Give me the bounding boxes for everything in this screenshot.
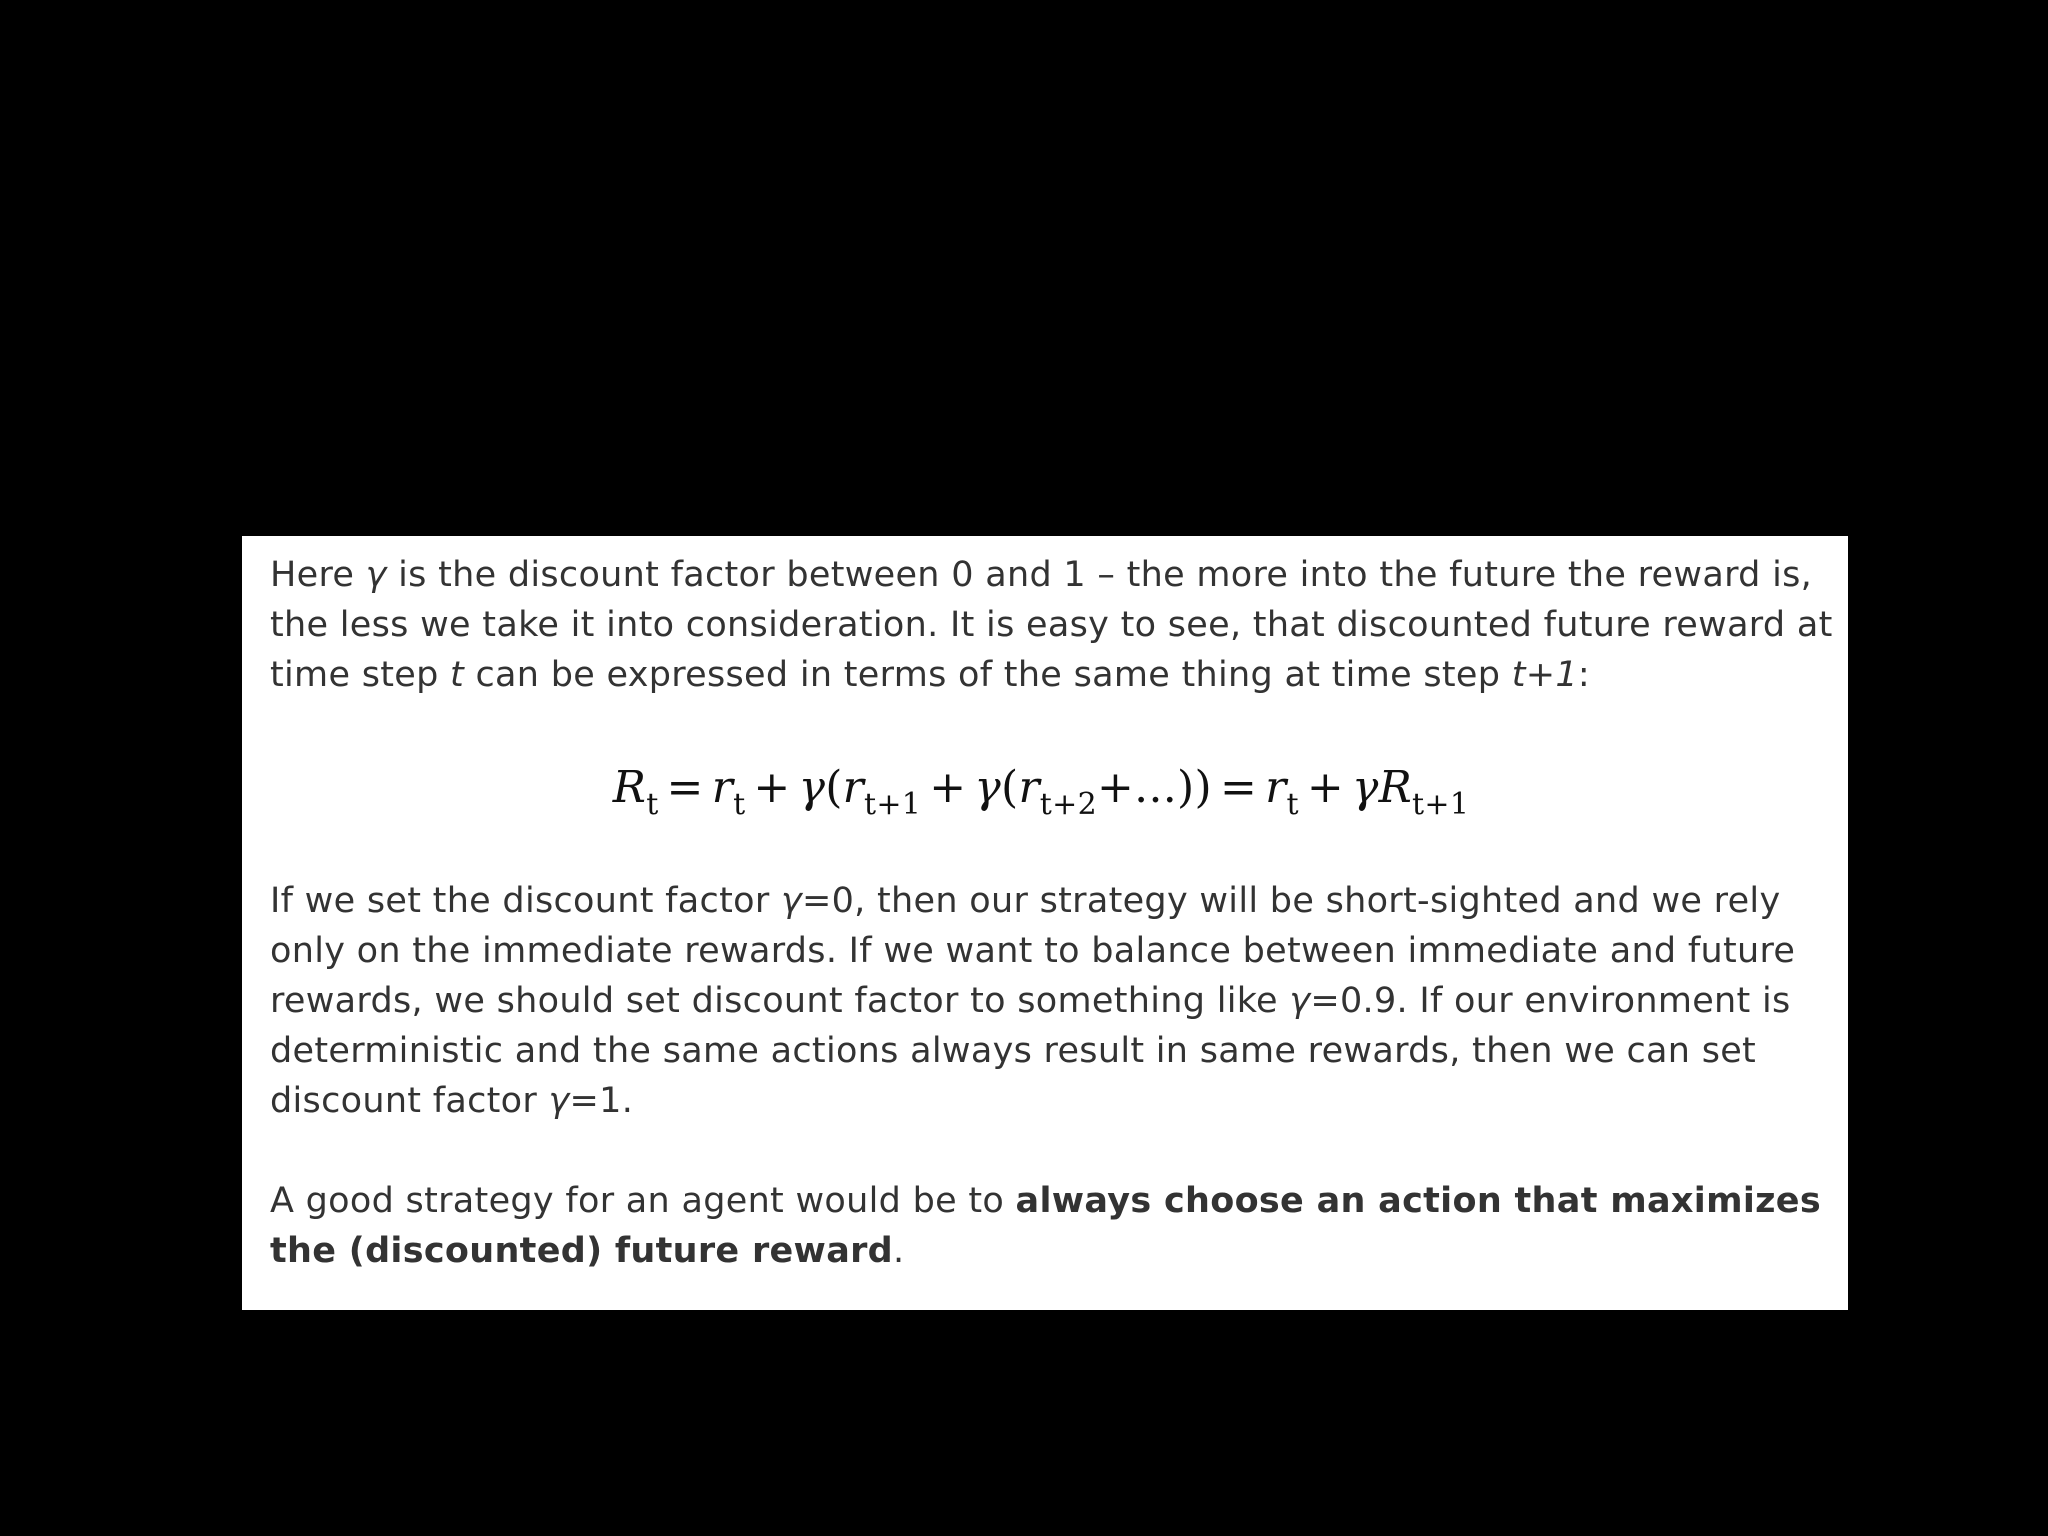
text-line [270,1076,1848,1126]
gamma-symbol: γ [548,1081,570,1121]
formula-operator: = [666,762,704,813]
formula-symbol: γ [798,762,826,813]
formula-operator: + [1306,762,1344,813]
formula-symbol: γ [1352,762,1379,813]
variable-t: t [450,655,465,695]
text-span: : [1577,655,1590,695]
formula-subscript: t+1 [1412,787,1470,822]
text-span: =0, then our strategy will be short-sighted and we rely [801,881,1781,921]
text-span: =0.9. If our environment is [1310,981,1791,1021]
text-span: A good strategy for an agent would be to [270,1181,1016,1221]
formula-subscript: t [646,787,659,822]
gamma-symbol: γ [780,881,802,921]
formula-paren: ( [1000,762,1019,813]
gamma-symbol: γ [1289,981,1311,1021]
formula-symbol: r [1265,762,1287,813]
variable-t-plus-1: t+1 [1511,655,1578,695]
text-span: . [893,1231,905,1271]
bold-text: the (discounted) future reward [270,1231,894,1271]
formula-subscript: t+2 [1039,787,1097,822]
formula-paren: )) [1177,762,1212,813]
text-line [270,976,1848,1026]
text-span: is the discount factor between 0 and 1 – the more into the future the reward is, [386,555,1813,595]
bold-text: always choose an action that maximizes [1015,1181,1821,1221]
text-span: can be expressed in terms of the same thing at time step [464,655,1512,695]
paragraph-discount-intro [270,550,1848,700]
text-line [270,1176,1848,1226]
text-line: only on the immediate rewards. If we want to balance between immediate and future [270,931,1796,971]
text-line [270,650,1848,700]
text-span: discount factor [270,1081,549,1121]
text-span: =1. [569,1081,634,1121]
paragraph-good-strategy [270,1176,1848,1276]
text-span: If we set the discount factor [270,881,781,921]
text-span: rewards, we should set discount factor to something like [270,981,1290,1021]
formula-operator: + [753,762,791,813]
text-line [270,1226,1848,1276]
formula-ellipsis: +... [1096,762,1178,813]
formula-symbol: R [612,762,647,813]
formula-paren: ( [825,762,843,813]
formula-symbol: r [1018,762,1040,813]
formula-symbol: γ [974,762,1001,813]
formula-symbol: r [842,762,865,813]
formula-subscript: t [733,787,746,822]
text-span: Here [270,555,366,595]
paragraph-discount-values [270,876,1848,1126]
formula-operator: + [929,762,967,813]
formula-subscript: t+1 [864,787,922,822]
text-line [270,550,1848,600]
text-line: deterministic and the same actions always result in same rewards, then we can set [270,1031,1757,1071]
formula-operator: = [1219,762,1258,813]
gamma-symbol: γ [365,555,387,595]
formula-symbol: R [1378,762,1413,813]
text-span: time step [270,655,451,695]
formula-symbol: r [711,762,734,813]
content-panel [242,536,1848,1310]
formula-subscript: t [1286,787,1299,822]
discounted-reward-formula [270,748,1848,828]
text-line [270,876,1848,926]
text-line: the less we take it into consideration. It is easy to see, that discounted future reward at [270,605,1833,645]
